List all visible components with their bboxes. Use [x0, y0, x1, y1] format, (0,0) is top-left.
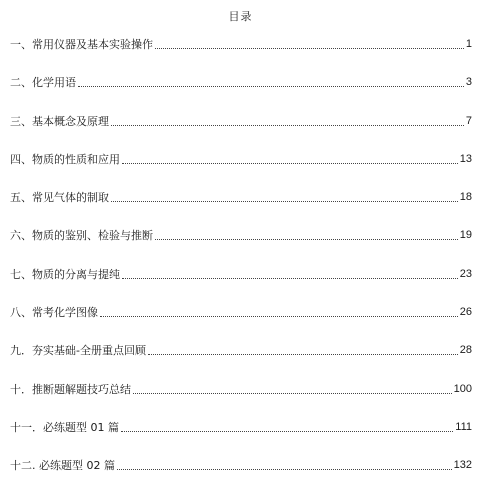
toc-entry-label: 十一．必练题型 01 篇 [10, 420, 119, 434]
toc-entry[interactable] [10, 36, 472, 52]
toc-entry-page: 3 [465, 76, 472, 89]
dot-leader [100, 316, 458, 317]
toc-entry-label: 三、基本概念及原理 [10, 114, 109, 128]
toc-entry-page: 18 [459, 191, 472, 204]
toc-entry-label: 七、物质的分离与提纯 [10, 267, 120, 281]
dot-leader [111, 201, 458, 202]
toc-entry-label: 四、物质的性质和应用 [10, 152, 120, 166]
toc-entry[interactable] [10, 435, 472, 473]
toc-entry-page: 13 [459, 152, 472, 165]
toc-entry[interactable] [10, 320, 472, 358]
toc-entry-page: 111 [455, 420, 472, 433]
toc-entry-label: 五、常见气体的制取 [10, 191, 109, 205]
toc-entry[interactable] [10, 90, 472, 128]
toc-entry-page: 28 [459, 344, 472, 357]
dot-leader [121, 431, 453, 432]
toc-entry-page: 23 [459, 267, 472, 280]
toc-entry-page: 100 [453, 382, 472, 395]
dot-leader [155, 48, 464, 49]
toc-entry-label: 十．推断题解题技巧总结 [10, 382, 131, 396]
toc-entry-page: 26 [459, 306, 472, 319]
toc-entry[interactable] [10, 52, 472, 90]
toc-entry[interactable] [10, 205, 472, 243]
toc-entry-page: 19 [459, 229, 472, 242]
toc-entry[interactable] [10, 167, 472, 205]
toc-entry-label: 十二. 必练题型 02 篇 [10, 459, 115, 473]
toc-entry[interactable] [10, 358, 472, 396]
toc-entry-label: 六、物质的鉴别、检验与推断 [10, 229, 153, 243]
toc-entry-label: 二、化学用语 [10, 76, 76, 90]
toc-entry[interactable] [10, 243, 472, 281]
dot-leader [148, 354, 458, 355]
toc-entry-label: 九．夯实基础-全册重点回顾 [10, 344, 146, 358]
toc-entry-page: 132 [453, 459, 472, 472]
toc-entry[interactable] [10, 397, 472, 435]
toc-entry-page: 7 [465, 114, 472, 127]
dot-leader [155, 239, 458, 240]
toc-entry[interactable] [10, 282, 472, 320]
toc-title: 目录 [228, 10, 253, 23]
toc-entry-label: 一、常用仪器及基本实验操作 [10, 38, 153, 51]
dot-leader [111, 125, 464, 126]
dot-leader [122, 163, 458, 164]
toc-entry-label: 八、常考化学图像 [10, 306, 98, 320]
dot-leader [133, 393, 452, 394]
dot-leader [78, 86, 464, 87]
dot-leader [117, 469, 452, 470]
toc-list [10, 36, 472, 473]
dot-leader [122, 278, 458, 279]
toc-entry-page: 1 [465, 38, 472, 50]
toc-entry[interactable] [10, 129, 472, 167]
